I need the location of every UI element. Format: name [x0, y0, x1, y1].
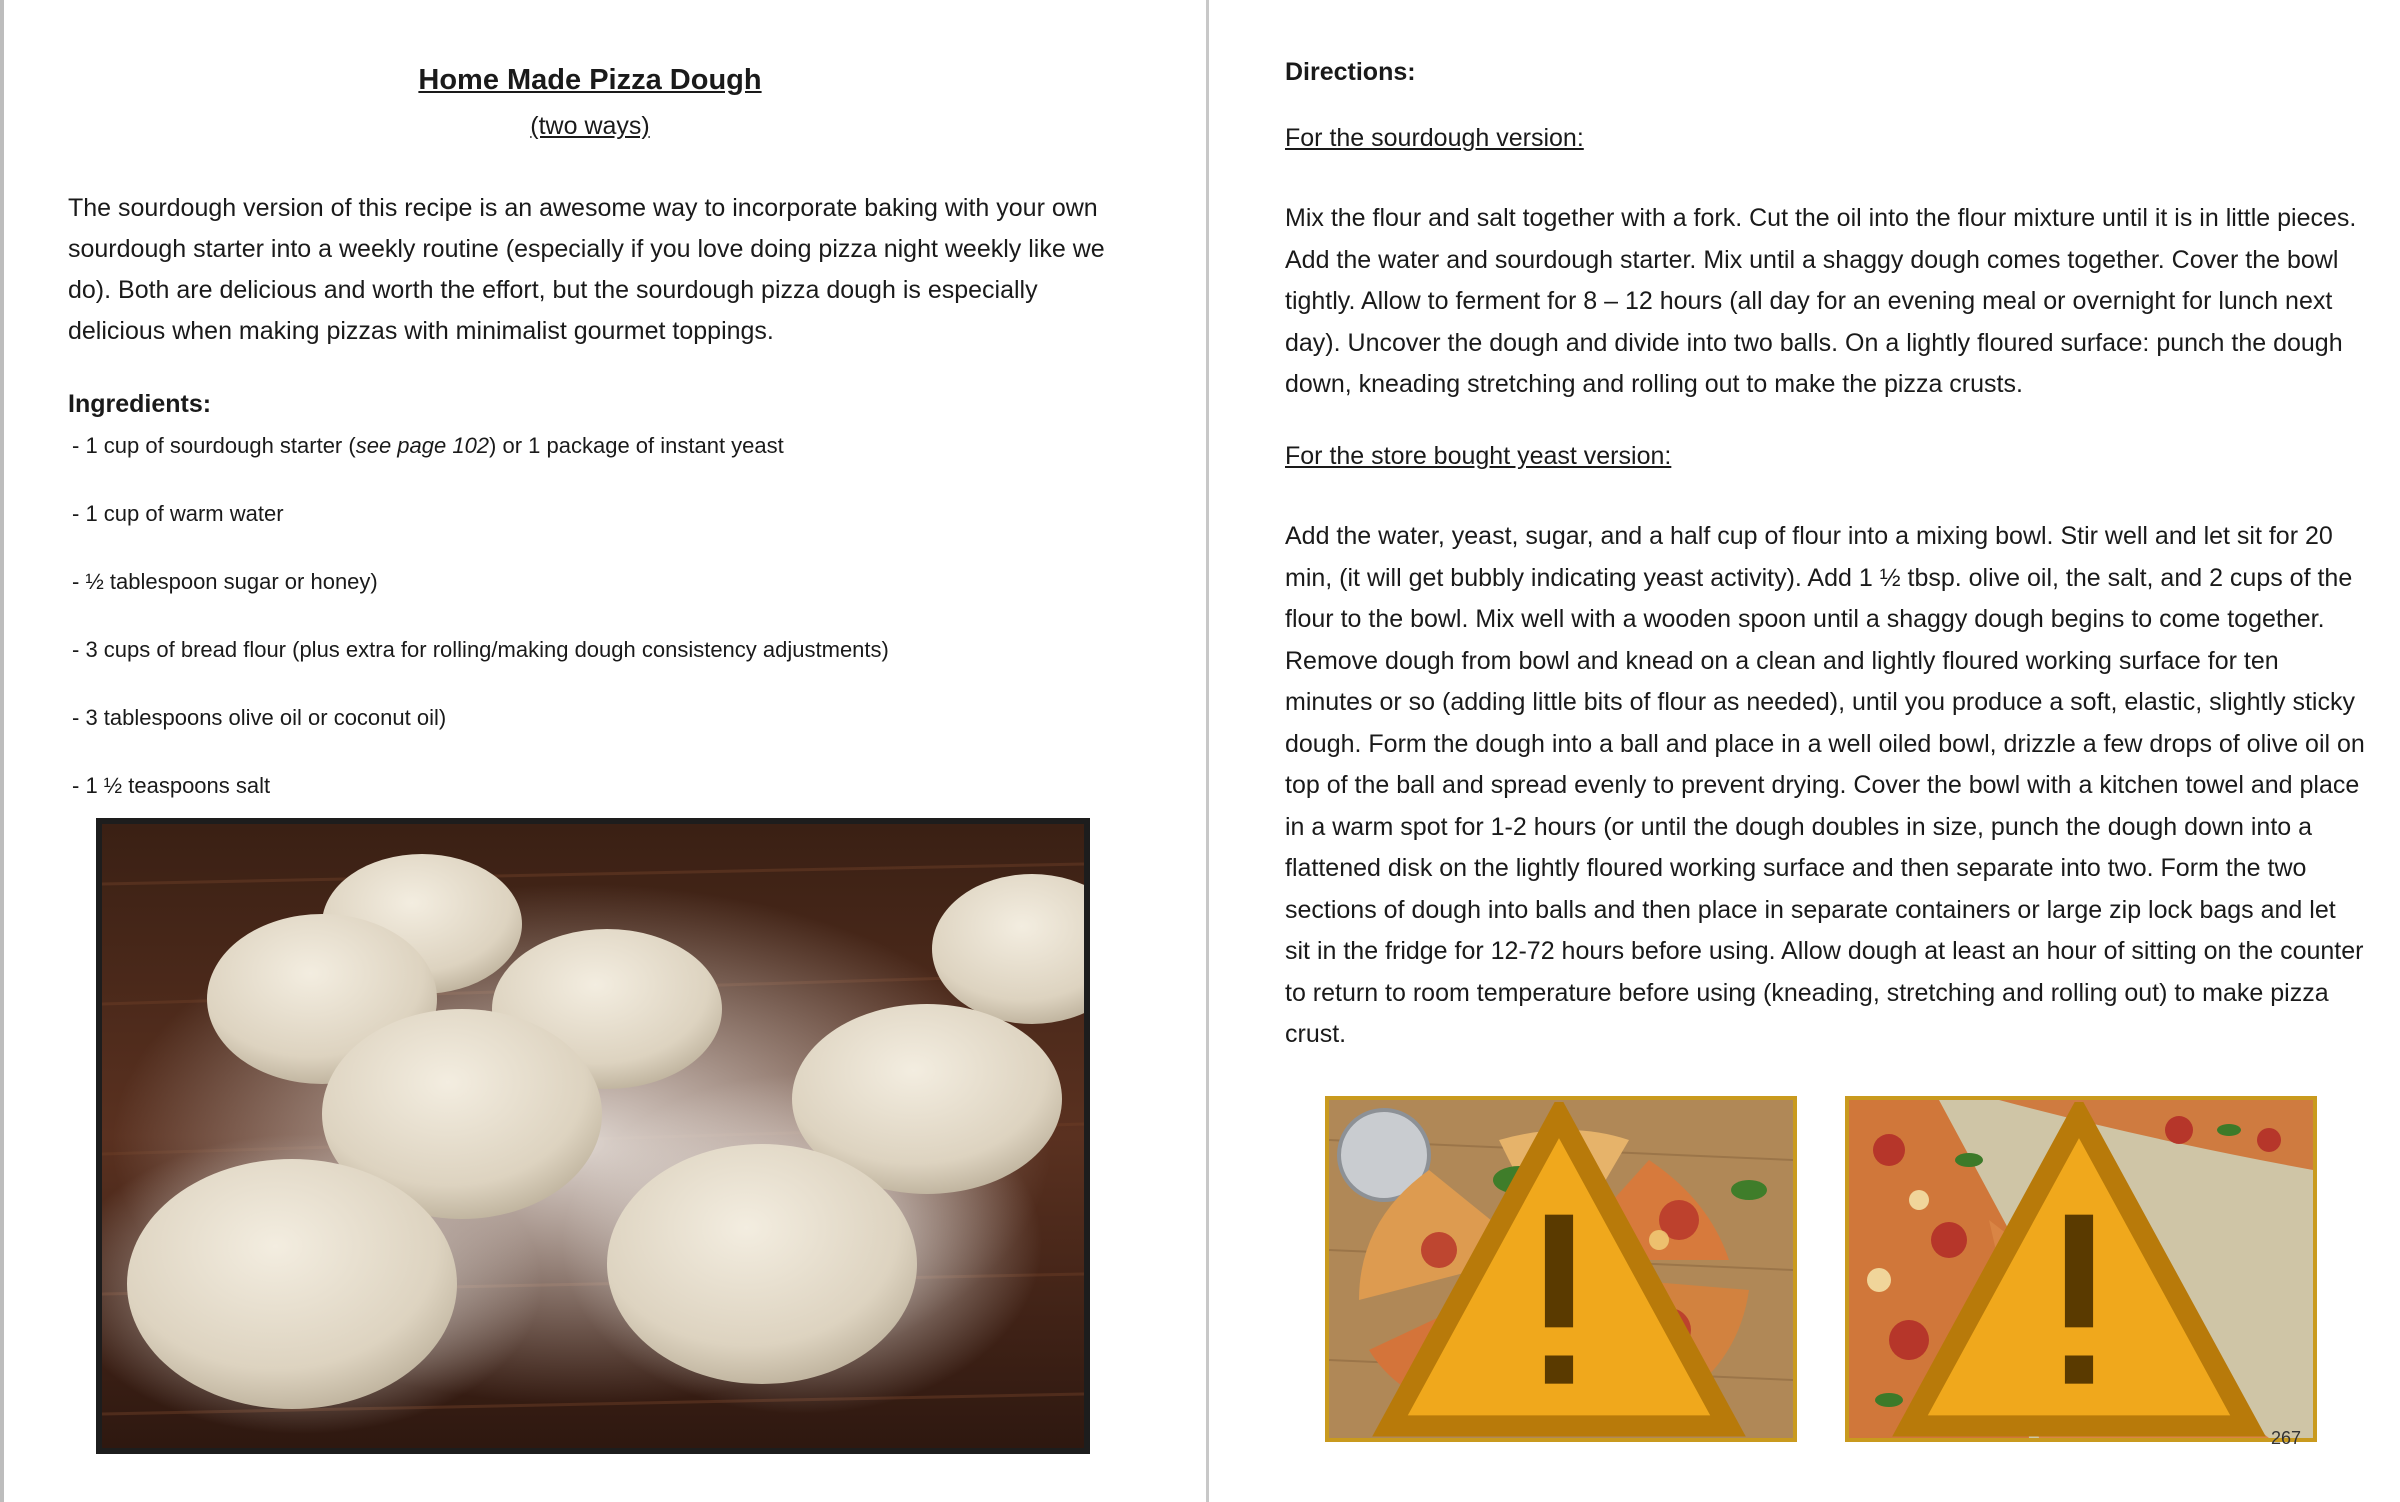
warning-icon: [1847, 1102, 2311, 1440]
pizza-slices-photo: [1325, 1096, 1797, 1442]
directions-heading: Directions:: [1285, 58, 1416, 86]
ingredients-heading: Ingredients:: [68, 390, 212, 418]
yeast-version-heading: For the store bought yeast version:: [1285, 442, 1672, 470]
page-number: 267: [2271, 1428, 2302, 1448]
sourdough-directions: Mix the flour and salt together with a fork. Cut the oil into the flour mixture until it is in little pieces. Add the water and sourdough starter. Mix until a shaggy dough comes together. Cover the bowl tightly. Allow to ferment for 8 – 12 hours (all day for an evening meal or overnight for lunch next day). Uncover the dough and divide into two balls. On a lightly floured surface: punch the dough down, kneading stretching and rolling out to make the pizza crusts.: [1285, 204, 2357, 398]
ingredient-item: - 3 cups of bread flour (plus extra for rolling/making dough consistency adjustments): [72, 637, 889, 662]
ingredient-item: - 1 cup of sourdough starter (see page 102) or 1 package of instant yeast: [72, 433, 784, 458]
ingredient-item: - 1 cup of warm water: [72, 501, 284, 526]
ingredient-item: - 3 tablespoons olive oil or coconut oil): [72, 705, 447, 730]
pizza-topping-photo: [1845, 1096, 2317, 1442]
ingredient-item: - ½ tablespoon sugar or honey): [72, 569, 378, 594]
dough-balls-image: [102, 824, 1084, 1448]
ingredient-item: - 1 ½ teaspoons salt: [72, 773, 271, 798]
right-page: [1209, 0, 2400, 1502]
left-page: [4, 0, 1206, 1502]
page-title: Home Made Pizza Dough: [418, 64, 762, 96]
page-subtitle: (two ways): [530, 112, 650, 140]
dough-balls-photo: [96, 818, 1090, 1454]
yeast-directions: Add the water, yeast, sugar, and a half cup of flour into a mixing bowl. Stir well and let sit for 20 min, (it will get bubbly indicating yeast activity). Add 1 ½ tbsp. olive oil, the salt, and 2 cups of the flour to the bowl. Mix well with a wooden spoon until a shaggy dough begins to come together. Remove dough from bowl and knead on a clean and lightly floured working surface for ten minutes or so (adding little bits of flour as needed), until you produce a soft, elastic, slightly sticky dough. Form the dough into a ball and place in a well oiled bowl, drizzle a few drops of olive oil on top of the ball and spread evenly to prevent drying. Cover the bowl with a kitchen towel and place in a warm spot for 1-2 hours (or until the dough doubles in size, punch the dough down into a flattened disk on the lightly floured working surface and then separate into two. Form the two sections of dough into balls and then place in separate containers or large zip lock bags and let sit in the fridge for 12-72 hours before using. Allow dough at least an hour of sitting on the counter to return to room temperature before using (kneading, stretching and rolling out) to make pizza crust.: [1285, 522, 2365, 1048]
sourdough-version-heading: For the sourdough version:: [1285, 124, 1584, 152]
ingredients-list: [72, 432, 1072, 840]
warning-icon: [1327, 1102, 1791, 1440]
intro-paragraph: The sourdough version of this recipe is an awesome way to incorporate baking with your own sourdough starter into a weekly routine (especially if you love doing pizza night weekly like we do). Both are delicious and worth the effort, but the sourdough pizza dough is especially delicious when making pizzas with minimalist gourmet toppings.: [68, 194, 1105, 345]
